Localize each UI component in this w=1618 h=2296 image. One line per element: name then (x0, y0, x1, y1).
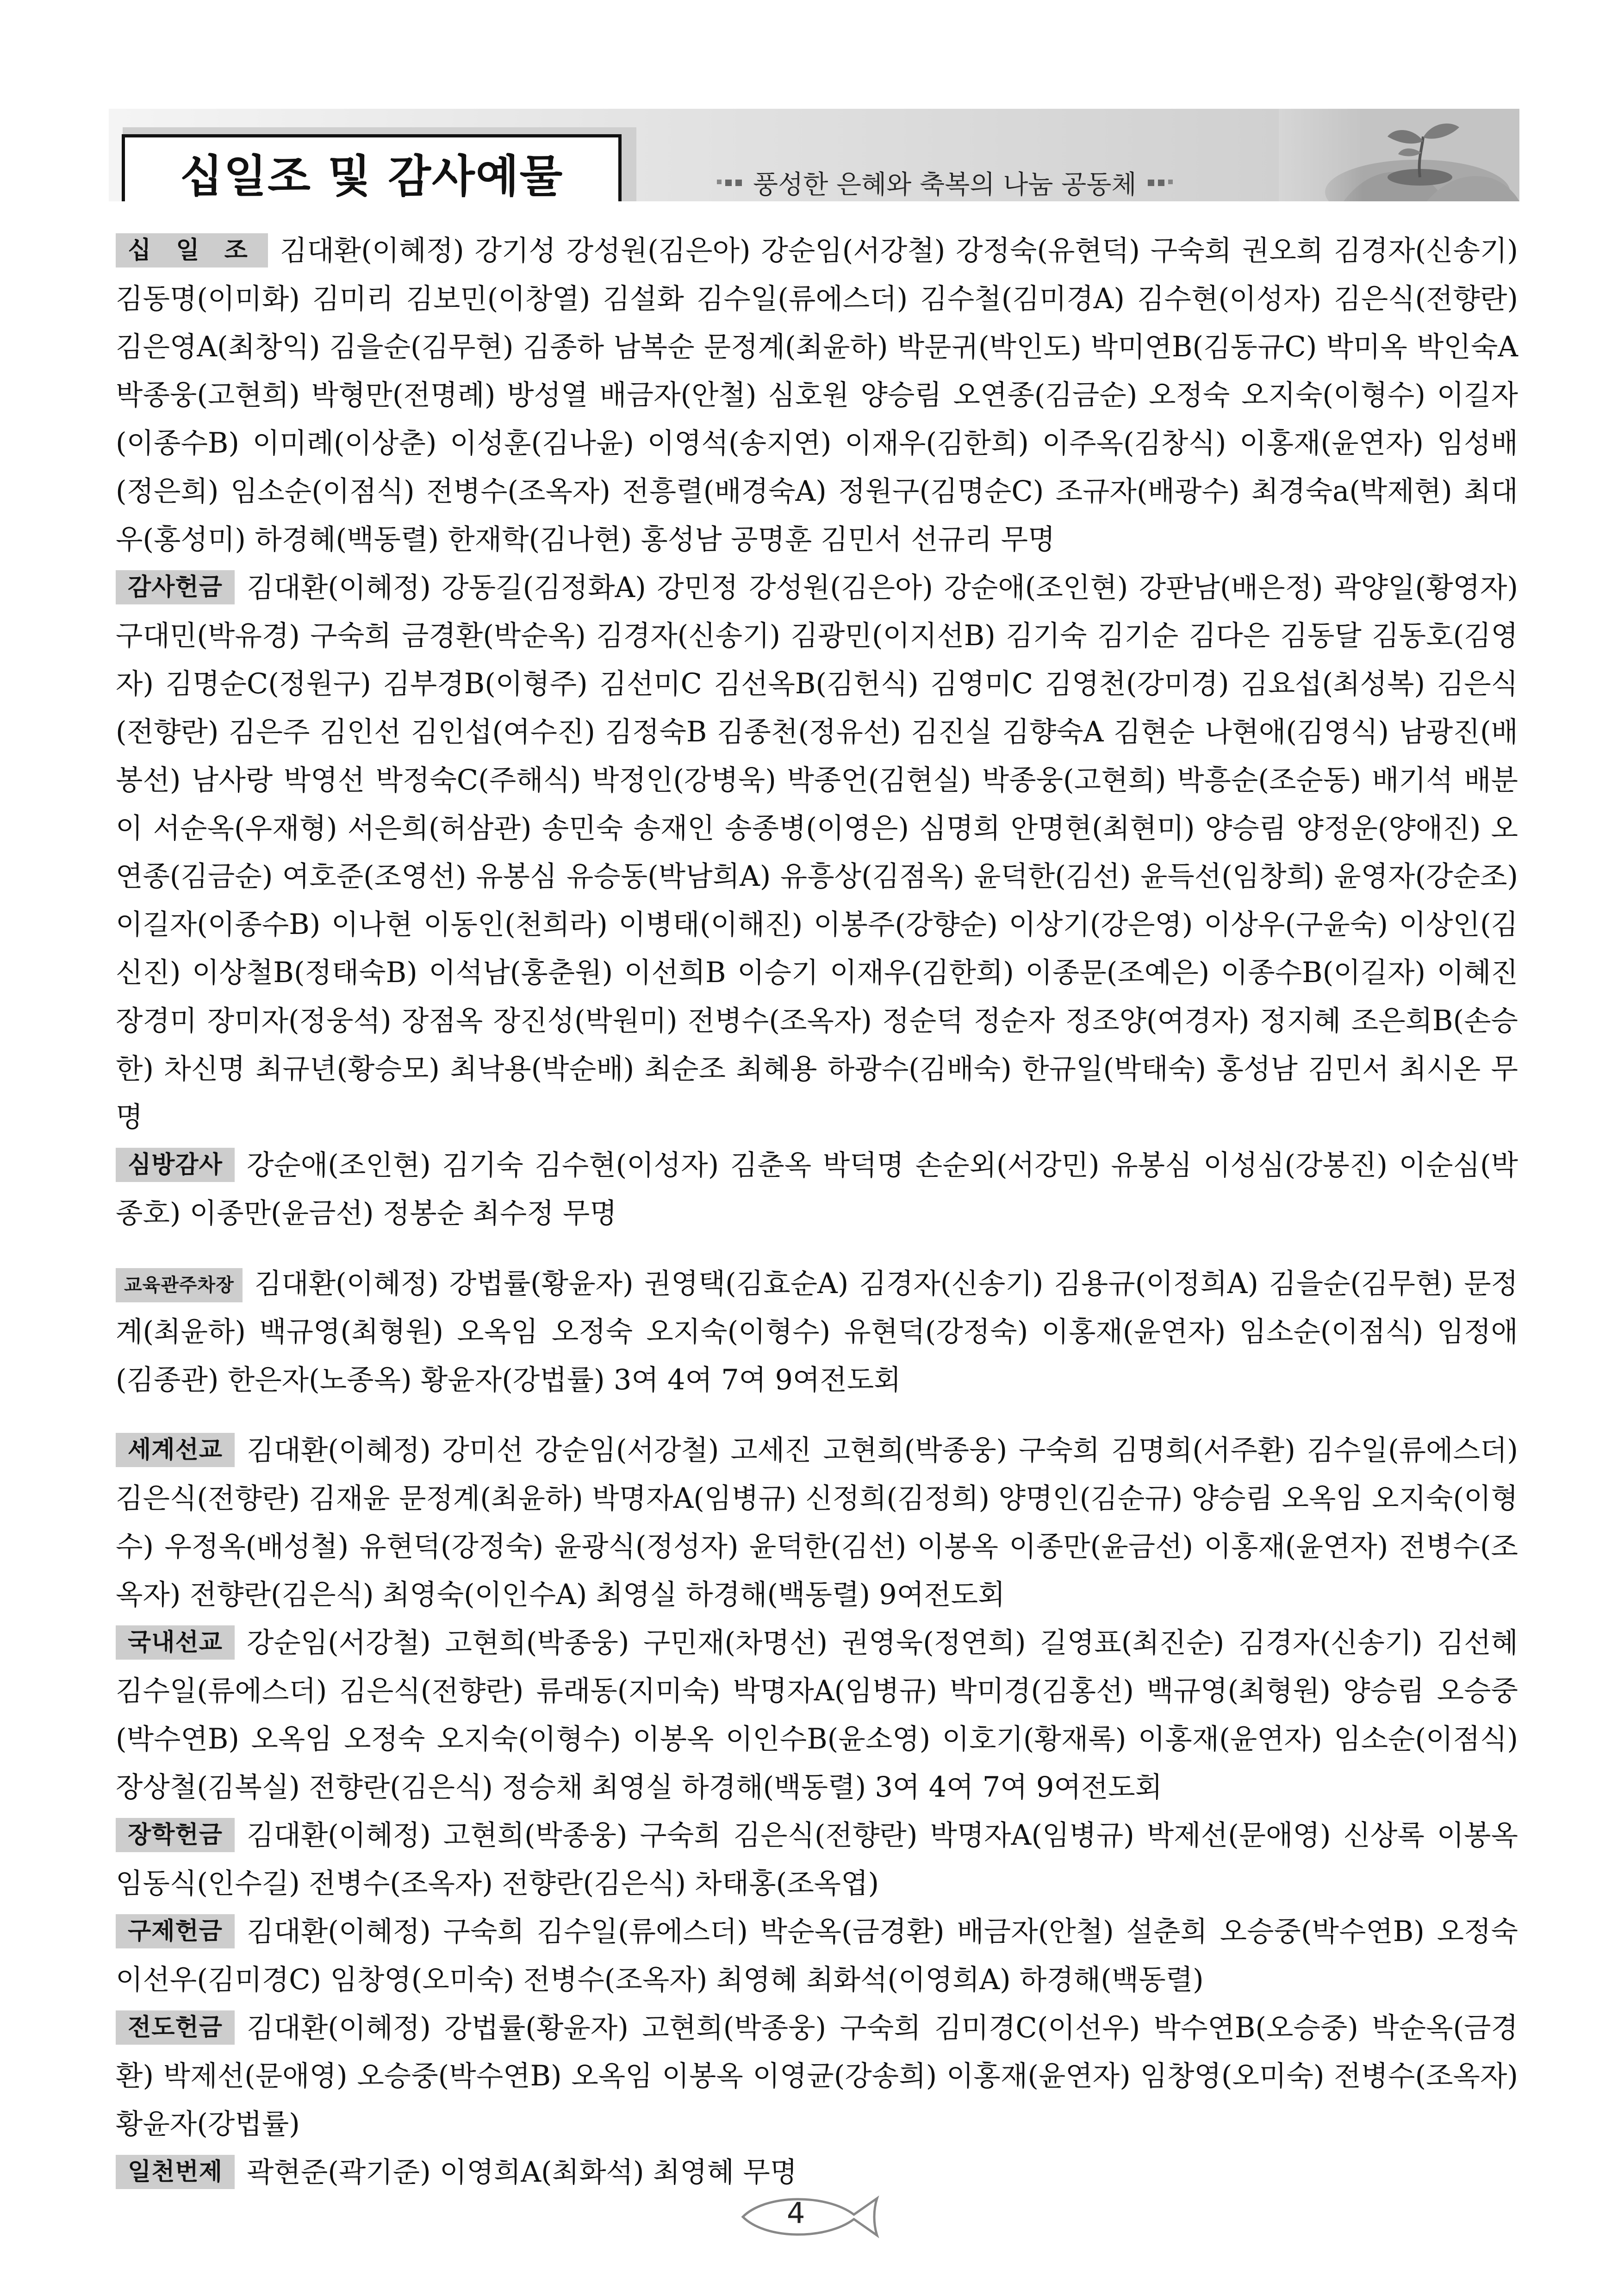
fish-icon (738, 2191, 886, 2242)
section-visitation (116, 1141, 1518, 1238)
section-label: 장학헌금 (116, 1818, 235, 1852)
section-thousand-offering (116, 2148, 1518, 2196)
section-parking (116, 1260, 1518, 1404)
subtitle-text: 풍성한 은혜와 축복의 나눔 공동체 (753, 170, 1137, 200)
section-names: 김대환(이혜정) 강법률(황윤자) 권영택(김효순A) 김경자(신송기) 김용규(이정희A) 김을순(김무현) 문정계(최윤하) 백규영(최형원) 오옥임 오정숙 오지숙(이형수) 유현덕(강정숙) 이홍재(윤연자) 임소순(이점식) 임정애(김종관) 한은자(노종옥) 황윤자(강법률) 3여 4여 7여 9여전도회 (116, 1268, 1518, 1396)
page-title: 십일조 및 감사예물 (122, 134, 622, 201)
section-world-mission (116, 1426, 1518, 1619)
section-names: 김대환(이혜정) 구숙희 김수일(류에스더) 박순옥(금경환) 배금자(안철) 설춘희 오승중(박수연B) 오정숙 이선우(김미경C) 임창영(오미숙) 전병수(조옥자) 최영혜 최화석(이영희A) 하경해(백동렬) (116, 1916, 1518, 1996)
section-thanksgiving (116, 564, 1518, 1141)
section-domestic-mission (116, 1619, 1518, 1811)
section-label: 십 일 조 (116, 233, 268, 268)
section-relief (116, 1908, 1518, 2004)
section-label: 감사헌금 (116, 570, 235, 604)
page-subtitle (706, 164, 1184, 201)
section-names: 김대환(이혜정) 고현희(박종웅) 구숙희 김은식(전향란) 박명자A(임병규) 박제선(문애영) 신상록 이봉옥 임동식(인수길) 전병수(조옥자) 전향란(김은식) 차태홍(조옥엽) (116, 1819, 1518, 1900)
offering-list (116, 227, 1518, 2196)
section-label: 구제헌금 (116, 1914, 235, 1948)
section-evangelism (116, 2004, 1518, 2148)
section-names: 김대환(이혜정) 강법률(황윤자) 고현희(박종웅) 구숙희 김미경C(이선우) 박수연B(오승중) 박순옥(금경환) 박제선(문애영) 오승중(박수연B) 오옥임 이봉옥 이영균(강송희) 이홍재(윤연자) 임창영(오미숙) 전병수(조옥자) 황윤자(강법률) (116, 2012, 1518, 2140)
section-names: 강순애(조인현) 김기숙 김수현(이성자) 김춘옥 박덕명 손순외(서강민) 유봉심 이성심(강봉진) 이순심(박종호) 이종만(윤금선) 정봉순 최수정 무명 (116, 1149, 1518, 1230)
section-label: 세계선교 (116, 1433, 235, 1467)
page-number-text: 4 (787, 2196, 805, 2230)
page-number (738, 2191, 886, 2242)
hands-seedling-illustration (1279, 109, 1519, 201)
section-names: 곽현준(곽기준) 이영희A(최화석) 최영혜 무명 (246, 2156, 797, 2189)
section-names: 김대환(이혜정) 강미선 강순임(서강철) 고세진 고현희(박종웅) 구숙희 김명희(서주환) 김수일(류에스더) 김은식(전향란) 김재윤 문정계(최윤하) 박명자A(임병규) 신정희(김정희) 양명인(김순규) 양승림 오옥임 오지숙(이형수) 우정옥(배성철) 유현덕(강정숙) 윤광식(정성자) 윤덕한(김선) 이봉옥 이종만(윤금선) 이홍재(윤연자) 전병수(조옥자) 전향란(김은식) 최영숙(이인수A) 최영실 하경해(백동렬) 9여전도회 (116, 1434, 1518, 1611)
section-tithe (116, 227, 1518, 564)
section-label: 국내선교 (116, 1625, 235, 1660)
section-label: 전도헌금 (116, 2010, 235, 2045)
section-label: 일천번제 (116, 2155, 235, 2189)
section-names: 김대환(이혜정) 강기성 강성원(김은아) 강순임(서강철) 강정숙(유현덕) 구숙희 권오희 김경자(신송기) 김동명(이미화) 김미리 김보민(이창열) 김설화 김수일(류에스더) 김수철(김미경A) 김수현(이성자) 김은식(전향란) 김은영A(최창익) 김을순(김무현) 김종하 남복순 문정계(최윤하) 박문귀(박인도) 박미연B(김동규C) 박미옥 박인숙A 박종웅(고현희) 박형만(전명례) 방성열 배금자(안철) 심호원 양승림 오연종(김금순) 오정숙 오지숙(이형수) 이길자(이종수B) 이미례(이상춘) 이성훈(김나윤) 이영석(송지연) 이재우(김한희) 이주옥(김창식) 이홍재(윤연자) 임성배(정은희) 임소순(이점식) 전병수(조옥자) 전흥렬(배경숙A) 정원구(김명순C) 조규자(배광수) 최경숙a(박제현) 최대우(홍성미) 하경혜(백동렬) 한재학(김나현) 홍성남 공명훈 김민서 선규리 무명 (116, 235, 1518, 556)
page-header (109, 109, 1519, 201)
section-names: 강순임(서강철) 고현희(박종웅) 구민재(차명선) 권영욱(정연희) 길영표(최진순) 김경자(신송기) 김선혜 김수일(류에스더) 김은식(전향란) 류래동(지미숙) 박명자A(임병규) 박미경(김홍선) 백규영(최형원) 양승림 오승중(박수연B) 오옥임 오정숙 오지숙(이형수) 이봉옥 이인수B(윤소영) 이호기(황재록) 이홍재(윤연자) 임소순(이점식) 장상철(김복실) 전향란(김은식) 정승채 최영실 하경해(백동렬) 3여 4여 7여 9여전도회 (116, 1627, 1518, 1804)
section-names: 김대환(이혜정) 강동길(김정화A) 강민정 강성원(김은아) 강순애(조인현) 강판남(배은정) 곽양일(황영자) 구대민(박유경) 구숙희 금경환(박순옥) 김경자(신송기) 김광민(이지선B) 김기숙 김기순 김다은 김동달 김동호(김영자) 김명순C(정원구) 김부경B(이형주) 김선미C 김선옥B(김헌식) 김영미C 김영천(강미경) 김요섭(최성복) 김은식(전향란) 김은주 김인선 김인섭(여수진) 김정숙B 김종천(정유선) 김진실 김향숙A 김현순 나현애(김영식) 남광진(배봉선) 남사랑 박영선 박정숙C(주해식) 박정인(강병욱) 박종언(김현실) 박종웅(고현희) 박흥순(조순동) 배기석 배분이 서순옥(우재형) 서은희(허삼관) 송민숙 송재인 송종병(이영은) 심명희 안명현(최현미) 양승림 양정운(양애진) 오연종(김금순) 여호준(조영선) 유봉심 유승동(박남희A) 유흥상(김점옥) 윤덕한(김선) 윤득선(임창희) 윤영자(강순조) 이길자(이종수B) 이나현 이동인(천희라) 이병태(이해진) 이봉주(강향순) 이상기(강은영) 이상우(구윤숙) 이상인(김신진) 이상철B(정태숙B) 이석남(홍춘원) 이선희B 이승기 이재우(김한희) 이종문(조예은) 이종수B(이길자) 이혜진 장경미 장미자(정웅석) 장점옥 장진성(박원미) 전병수(조옥자) 정순덕 정순자 정조양(여경자) 정지혜 조은희B(손승한) 차신명 최규년(황승모) 최낙용(박순배) 최순조 최혜용 하광수(김배숙) 한규일(박태숙) 홍성남 김민서 최시온 무명 (116, 572, 1518, 1133)
decor-dots-right-icon (1148, 180, 1173, 186)
section-label: 교육관주차장 (116, 1268, 243, 1302)
decor-dots-left-icon (717, 180, 742, 186)
section-scholarship (116, 1811, 1518, 1908)
section-label: 심방감사 (116, 1148, 235, 1182)
